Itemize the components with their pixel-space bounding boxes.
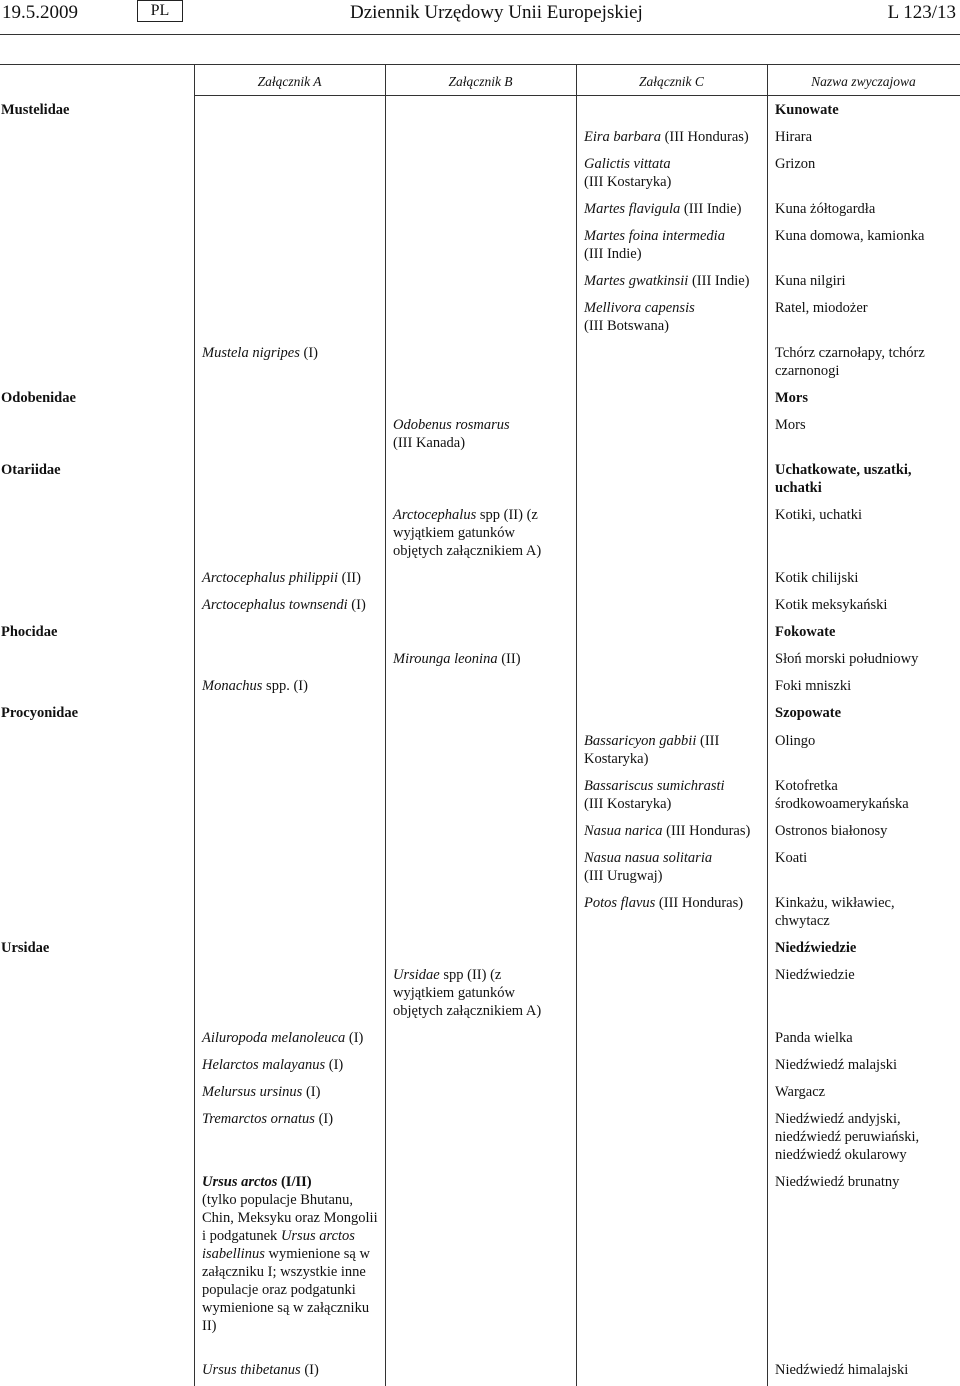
common-name: Kuna nilgiri [775, 273, 846, 289]
column-header-c: Załącznik C [639, 74, 704, 89]
species-entry-c: Galictis vittata (III Kostaryka) [584, 156, 672, 190]
species-entry-a: Arctocephalus philippii (II) [202, 570, 361, 586]
species-entry-a: Monachus spp. (I) [202, 678, 308, 694]
family-common-name: Mors [775, 390, 809, 406]
family-name: Mustelidae [1, 102, 70, 118]
common-name: Olingo [775, 733, 816, 749]
family-common-name: Kunowate [775, 102, 839, 118]
column-divider [194, 64, 195, 1386]
common-name: Niedźwiedź himalajski [775, 1362, 909, 1378]
species-entry-a: Ursus arctos (I/II) (tylko populacje Bhutanu, Chin, Meksyku oraz Mongolii i podgatunek Ursus arctos isabellinus wymienione są w załączniku I; wszystkie inne populacje oraz podgatunki wymienione są w załączniku II) [202, 1174, 378, 1334]
family-common-name: Uchatkowate, uszatki, uchatki [775, 462, 912, 496]
family-name: Otariidae [1, 462, 61, 478]
journal-title: Dziennik Urzędowy Unii Europejskiej [350, 2, 643, 23]
common-name: Koati [775, 850, 808, 866]
common-name: Tchórz czarnołapy, tchórz czarnonogi [775, 345, 925, 379]
common-name: Kotik meksykański [775, 597, 888, 613]
column-divider [767, 64, 768, 1386]
family-common-name: Szopowate [775, 705, 842, 721]
species-entry-a: Arctocephalus townsendi (I) [202, 597, 366, 613]
common-name: Kotik chilijski [775, 570, 859, 586]
common-name: Wargacz [775, 1084, 826, 1100]
species-entry-a: Helarctos malayanus (I) [202, 1057, 344, 1073]
family-common-name: Niedźwiedzie [775, 940, 857, 956]
common-name: Niedźwiedź andyjski, niedźwiedź peruwiański, niedźwiedź okularowy [775, 1111, 920, 1163]
common-name: Panda wielka [775, 1030, 853, 1046]
family-name: Phocidae [1, 624, 58, 640]
species-entry-c: Nasua narica (III Honduras) [584, 823, 751, 839]
common-name: Grizon [775, 156, 816, 172]
common-name: Słoń morski południowy [775, 651, 919, 667]
common-name: Ostronos białonosy [775, 823, 888, 839]
common-name: Mors [775, 417, 806, 433]
species-entry-c: Bassariscus sumichrasti (III Kostaryka) [584, 778, 725, 812]
column-divider [385, 64, 386, 1386]
column-header-rule [194, 95, 960, 96]
page-header [0, 0, 960, 26]
species-entry-a: Ailuropoda melanoleuca (I) [202, 1030, 364, 1046]
family-name: Odobenidae [1, 390, 76, 406]
species-entry-c: Martes gwatkinsii (III Indie) [584, 273, 750, 289]
species-entry-c: Martes foina intermedia (III Indie) [584, 228, 725, 262]
common-name: Ratel, miodożer [775, 300, 868, 316]
publication-date: 19.5.2009 [2, 2, 78, 23]
common-name: Kuna żółtogardła [775, 201, 876, 217]
common-name: Hirara [775, 129, 813, 145]
species-entry-b: Arctocephalus spp (II) (z wyjątkiem gatunków objętych załącznikiem A) [393, 507, 542, 559]
family-common-name: Fokowate [775, 624, 836, 640]
table-top-rule [0, 64, 960, 65]
common-name: Kuna domowa, kamionka [775, 228, 925, 244]
common-name: Kinkażu, wikławiec, chwytacz [775, 895, 895, 929]
family-name: Procyonidae [1, 705, 79, 721]
species-entry-a: Ursus thibetanus (I) [202, 1362, 319, 1378]
language-badge: PL [137, 0, 183, 22]
species-entry-c: Potos flavus (III Honduras) [584, 895, 744, 911]
page-number: L 123/13 [887, 2, 956, 23]
species-entry-a: Mustela nigripes (I) [202, 345, 318, 361]
common-name: Kotofretka środkowoamerykańska [775, 778, 909, 812]
species-entry-c: Nasua nasua solitaria (III Urugwaj) [584, 850, 713, 884]
species-entry-b: Odobenus rosmarus (III Kanada) [393, 417, 510, 451]
species-entry-a: Tremarctos ornatus (I) [202, 1111, 334, 1127]
common-name: Kotiki, uchatki [775, 507, 862, 523]
species-entry-c: Eira barbara (III Honduras) [584, 129, 749, 145]
common-name: Niedźwiedzie [775, 967, 855, 983]
column-header-a: Załącznik A [257, 74, 322, 89]
header-rule [0, 34, 960, 35]
species-entry-c: Bassaricyon gabbii (III Kostaryka) [584, 733, 720, 767]
family-name: Ursidae [1, 940, 50, 956]
species-entry-c: Martes flavigula (III Indie) [584, 201, 742, 217]
species-entry-b: Ursidae spp (II) (z wyjątkiem gatunków objętych załącznikiem A) [393, 967, 542, 1019]
column-header-b: Załącznik B [448, 74, 513, 89]
common-name: Niedźwiedź malajski [775, 1057, 897, 1073]
species-entry-c: Mellivora capensis (III Botswana) [584, 300, 695, 334]
column-header-common-name: Nazwa zwyczajowa [811, 74, 916, 89]
common-name: Foki mniszki [775, 678, 852, 694]
column-divider [576, 64, 577, 1386]
species-entry-a: Melursus ursinus (I) [202, 1084, 321, 1100]
species-entry-b: Mirounga leonina (II) [393, 651, 521, 667]
common-name: Niedźwiedź brunatny [775, 1174, 900, 1190]
